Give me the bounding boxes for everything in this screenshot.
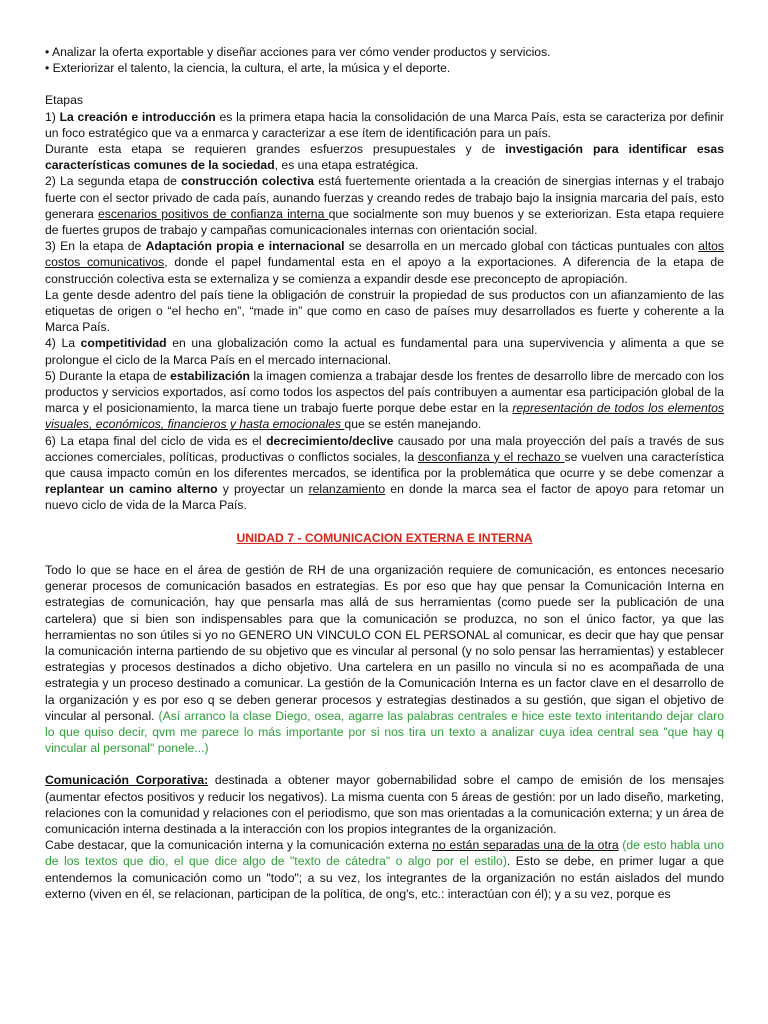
- bullet-item: • Exteriorizar el talento, la ciencia, la cultura, el arte, la música y el deporte.: [45, 61, 451, 76]
- bullet-item: • Analizar la oferta exportable y diseñar acciones para ver cómo vender productos y servicios.: [45, 45, 551, 59]
- etapa-1-paragraph: 1) La creación e introducción es la primera etapa hacia la consolidación de una Marca País, esta se caracteriza por definir un foco estratégico que va a enmarca y caracterizar a ese ítem de identificación para un país.: [45, 109, 724, 140]
- green-note: (Así arranco la clase Diego, osea, agarre las palabras centrales e hice este texto intentando dejar claro lo que quiso decir, qvm me parece lo más importante por si nos tira un texto a analizar cuya idea central sea "que hay q vincular al personal" ponele...): [45, 708, 724, 756]
- etapa-3-continuation: La gente desde adentro del país tiene la obligación de construir la propiedad de sus productos con un afianzamiento de las etiquetas de origen o “el hecho en”, “made in” que como en caso de países muy desarrollados es fuerte y coherente a la Marca País.: [45, 287, 724, 335]
- comunicacion-corporativa-paragraph: Comunicación Corporativa: destinada a obtener mayor gobernabilidad sobre el campo de emisión de los mensajes (aumentar efectos positivos y reducir los negativos). La misma cuenta con 5 áreas de gestión: por un lado diseño, marketing, relaciones con la comunidad y relaciones con el periodismo, que son mas orientadas a la comunicación externa; y un área de comunicación interna destinada a la interacción con los propios integrantes de la organización.: [45, 773, 724, 836]
- section-heading: Etapas: [45, 93, 83, 108]
- green-note: (de esto habla uno de los textos que dio, el que dice algo de "texto de cátedra" o algo por el estilo): [45, 838, 724, 869]
- etapa-4-paragraph: 4) La competitividad en una globalización como la actual es fundamental para una supervivencia y alimenta a que se prolongue el ciclo de la Marca País en el mercado internacional.: [45, 336, 724, 367]
- etapa-6-paragraph: 6) La etapa final del ciclo de vida es el decrecimiento/declive causado por una mala proyección del país a través de sus acciones comerciales, políticas, productivas o conflictos sociales, la desconfianza y el rechazo se vuelven una característica que causa impacto común en los diferentes mercados, se identifica por la problemática que ocurre y se debe comenzar a replantear un camino alterno y proyectar un relanzamiento en donde la marca sea el factor de apoyo para retomar un nuevo ciclo de vida de la Marca País.: [45, 433, 724, 513]
- comunicacion-continuation: Cabe destacar, que la comunicación interna y la comunicación externa no están separadas una de la otra (de esto habla uno de los textos que dio, el que dice algo de "texto de cátedra" o algo por el estilo). Esto se debe, en primer lugar a que entendemos la comunicación como un "todo"; a su vez, los integrantes de la organización no están aislados del mundo externo (viven en él, se relacionan, participan de la política, de ong's, etc.: interactúan con él); y a su vez, porque es: [45, 838, 724, 901]
- intro-paragraph: Todo lo que se hace en el área de gestión de RH de una organización requiere de comunicación, es entonces necesario generar procesos de comunicación basados en estrategias. Es por eso que hay que pensar la Comunicación Interna en estrategias de comunicación, hay que pensarla mas allá de sus herramientas (como puede ser la publicación de una cartelera) que si bien son indispensables para que la comunicación se produzca, no son el único factor, ya que las herramientas no son útiles si yo no GENERO UN VINCULO CON EL PERSONAL al comunicar, es decir que hay que pensar la comunicación interna partiendo de su objetivo que es vincular al personal (y no solo pensar las herramientas) y establecer estrategias y procesos destinados a dicho objetivo. Una cartelera en un pasillo no vincula si no es acompañada de una estrategia y un proceso destinado a comunicar. La gestión de la Comunicación Interna es un factor clave en el desarrollo de la organización y es por eso q se deben generar procesos y estrategias destinados a su gestión, que sigan el objetivo de vincular al personal. (Así arranco la clase Diego, osea, agarre las palabras centrales e hice este texto intentando dejar claro lo que quiso decir, qvm me parece lo más importante por si nos tira un texto a analizar cuya idea central sea "que hay q vincular al personal" ponele...): [45, 562, 724, 756]
- etapa-5-paragraph: 5) Durante la etapa de estabilización la imagen comienza a trabajar desde los frentes de desarrollo libre de mercado con los productos y servicios exportados, así como todos los aspectos del país contribuyen a aumentar esa participación global de la marca y el posicionamiento, la marca tiene un trabajo fuerte porque debe estar en la representación de todos los elementos visuales, económicos, financieros y hasta emocionales que se estén manejando.: [45, 368, 724, 432]
- etapa-1-continuation: Durante esta etapa se requieren grandes esfuerzos presupuestales y de investigación para identificar esas características comunes de la sociedad, es una etapa estratégica.: [45, 142, 724, 173]
- unit-title: UNIDAD 7 - COMUNICACION EXTERNA E INTERNA: [236, 530, 533, 545]
- etapa-2-paragraph: 2) La segunda etapa de construcción colectiva está fuertemente orientada a la creación de sinergias internas y el trabajo fuerte con el sector privado de cada país, aunando fuerzas y creando redes de trabajo bajo la insignia marcaria del país, esto generara escenarios positivos de confianza interna que socialmente son muy buenos y se exteriorizan. Esta etapa requiere de fuertes grupos de trabajo y campañas comunicacionales internas con orientación social.: [45, 174, 724, 238]
- etapa-3-paragraph: 3) En la etapa de Adaptación propia e internacional se desarrolla en un mercado global con tácticas puntuales con altos costos comunicativos, donde el papel fundamental esta en el apoyo a la exportaciones. A diferencia de la etapa de construcción colectiva esta se externaliza y se comienza a expandir desde ese preconcepto de apropiación.: [45, 239, 725, 286]
- term-heading: Comunicación Corporativa:: [45, 773, 209, 788]
